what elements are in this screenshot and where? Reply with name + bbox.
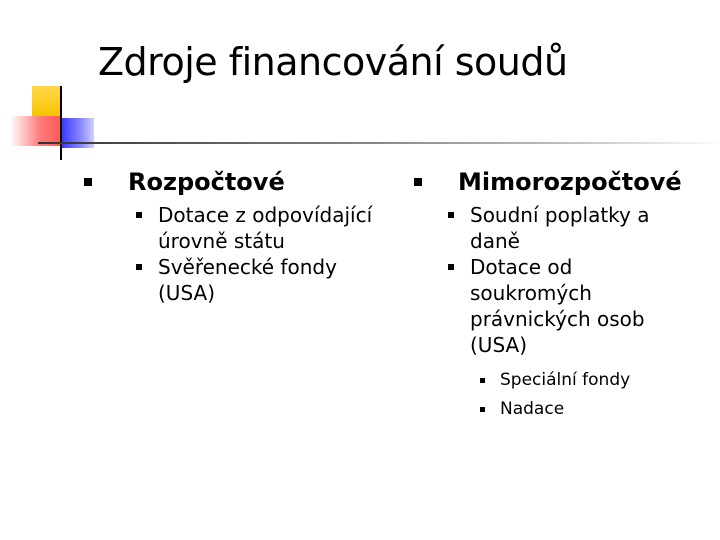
square-bullet-icon — [448, 212, 454, 218]
list-item — [78, 254, 398, 306]
list-item — [408, 202, 700, 254]
bullet-item-heading — [78, 168, 398, 196]
list-item — [408, 254, 700, 358]
bullet-list — [408, 202, 708, 358]
bullet-item-heading — [408, 168, 708, 196]
list-item-text: Soudní poplatky a daně — [470, 203, 650, 253]
column-extra-budgetary — [408, 168, 708, 424]
sub-list-item — [408, 395, 708, 424]
decorative-vertical-line — [60, 86, 62, 160]
square-bullet-icon — [448, 264, 454, 270]
square-bullet-icon — [480, 378, 485, 383]
list-item — [78, 202, 398, 254]
column-heading: Mimorozpočtové — [458, 168, 682, 196]
column-heading: Rozpočtové — [128, 168, 285, 196]
bullet-list — [78, 202, 398, 306]
sub-list-item — [408, 366, 708, 395]
list-item-text: Dotace z odpovídající úrovně státu — [158, 203, 373, 253]
square-bullet-icon — [136, 264, 142, 270]
square-bullet-icon — [480, 407, 485, 412]
square-bullet-icon — [414, 178, 422, 186]
sub-list-item-text: Nadace — [500, 399, 565, 419]
square-bullet-icon — [136, 212, 142, 218]
sub-bullet-list — [408, 366, 708, 424]
square-bullet-icon — [84, 178, 92, 186]
sub-list-item-text: Speciální fondy — [500, 370, 631, 390]
slide-title: Zdroje financování soudů — [98, 40, 568, 84]
list-item-text: Dotace od soukromých právnických osob (USA) — [470, 255, 645, 357]
decorative-yellow-square — [32, 86, 62, 116]
list-item-text: Svěřenecké fondy (USA) — [158, 255, 337, 305]
title-underline-divider — [38, 142, 720, 144]
column-budgetary — [78, 168, 398, 306]
